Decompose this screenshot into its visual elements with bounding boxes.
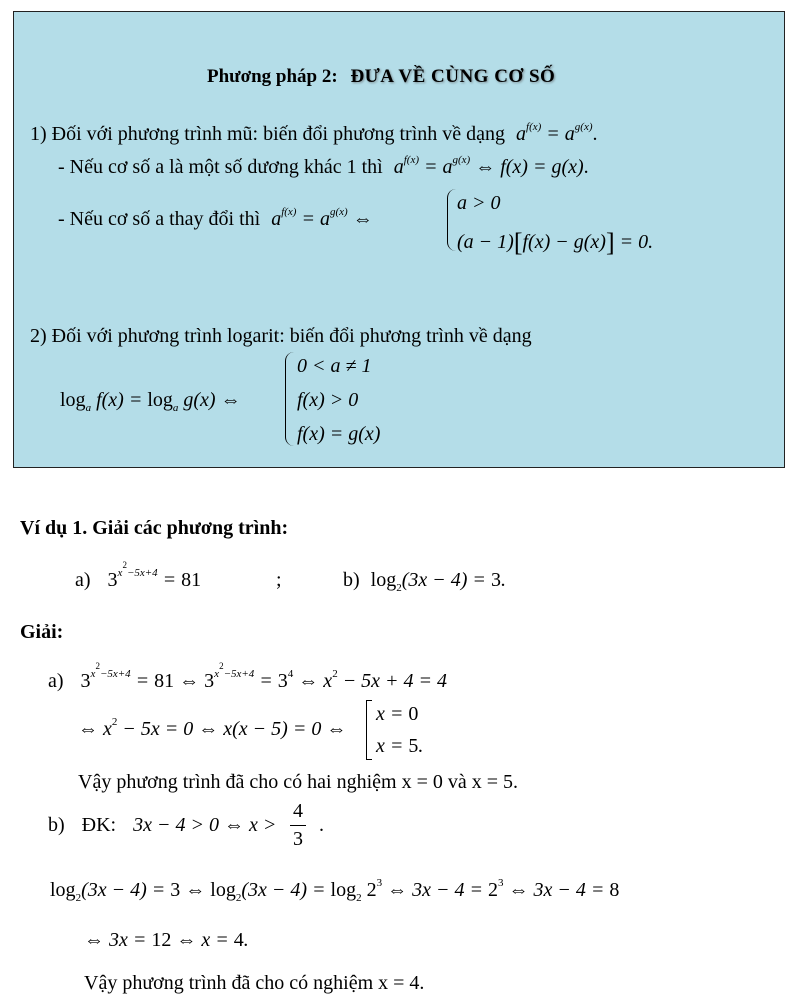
item1-line: 1) Đối với phương trình mũ: biến đổi phương trình về dạng $a^{f(x)} = a^{g(x)}$.	[30, 121, 598, 145]
example-part-b	[343, 569, 506, 594]
method-title	[207, 67, 555, 86]
item1-case2-formula: $a^{f(x)} = a^{g(x)}$ ⇔	[271, 206, 373, 230]
system-line-2: (a − 1)[f(x) − g(x)] = 0.	[457, 228, 654, 257]
fraction-bar	[290, 825, 306, 826]
system-line-3: f(x) = g(x)	[297, 423, 381, 445]
solution-b-line3: ⇔ 3x = 12 ⇔ x = 4.	[84, 929, 249, 951]
example-separator: ;	[276, 569, 282, 591]
item2-intro: 2) Đối với phương trình logarit: biến đổi phương trình về dạng	[30, 325, 532, 347]
example-part-a-label: a)	[75, 569, 91, 591]
item1-case2-system	[447, 189, 677, 257]
item1-formula: $a^{f(x)} = a^{g(x)}$	[516, 121, 593, 145]
item2-formula: $\log_a f(x) = \log_a g(x)$ ⇔	[60, 389, 241, 414]
item1-case1-text: - Nếu cơ số a là một số dương khác 1 thì	[58, 156, 383, 178]
solution-a-step1: $3^{x^2-5x+4} = 81$ ⇔ $3^{x^2-5x+4} = 3^4$ ⇔ $x^2 - 5x + 4 = 4$	[80, 661, 448, 692]
system-line-1: a > 0	[457, 192, 501, 214]
item1-intro: 1) Đối với phương trình mũ: biến đổi phương trình về dạng	[30, 123, 506, 145]
solution-b-line1	[48, 815, 276, 835]
solution-b-label: b)	[48, 814, 65, 836]
item1-case1-formula: $a^{f(x)} = a^{g(x)}$ ⇔ f(x) = g(x)	[393, 154, 584, 178]
fraction-denominator: 3	[293, 828, 303, 850]
fraction-4-3	[290, 800, 306, 851]
left-bracket	[366, 700, 372, 760]
method-title-prefix: Phương pháp 2:	[207, 66, 338, 87]
example-part-a-formula: $3^{x^2-5x+4} = 81$	[107, 560, 202, 591]
system-line-1: 0 < a ≠ 1	[297, 355, 372, 377]
solution-a-conclusion: Vậy phương trình đã cho có hai nghiệm x = 0 và x = 5.	[78, 771, 518, 793]
item1-case2-text: - Nếu cơ số a thay đổi thì	[58, 208, 261, 230]
case-x5: x = 5.	[376, 735, 424, 757]
solution-b-condition-label: ĐK:	[81, 814, 117, 836]
case-x0: x = 0	[376, 703, 419, 725]
left-brace	[285, 352, 294, 446]
example-part-b-label: b)	[343, 569, 360, 591]
solution-a-label: a)	[48, 670, 64, 692]
fraction-numerator: 4	[293, 800, 303, 822]
item2-system	[285, 352, 425, 448]
solution-b-condition: 3x − 4 > 0 ⇔ x >	[133, 814, 277, 836]
example-heading: Ví dụ 1. Giải các phương trình:	[20, 517, 289, 539]
item1-case1: - Nếu cơ số a là một số dương khác 1 thì $a^{f(x)} = a^{g(x)}$ ⇔ f(x) = g(x).	[58, 154, 589, 178]
example-part-a	[75, 560, 202, 591]
method-title-highlight: ĐƯA VỀ CÙNG CƠ SỐ	[350, 66, 556, 87]
solution-a-line2: ⇔ $x^2 - 5x = 0$ ⇔ x(x − 5) = 0 ⇔	[78, 716, 347, 740]
item1-case2	[58, 206, 373, 230]
solution-a-cases	[366, 700, 446, 762]
solution-b-conclusion: Vậy phương trình đã cho có nghiệm x = 4.	[84, 972, 425, 994]
left-brace	[447, 189, 456, 251]
solution-a-line1	[48, 661, 448, 692]
solution-heading: Giải:	[20, 621, 64, 643]
example-part-b-formula: $\log_2(3x - 4) = 3$.	[370, 569, 506, 594]
solution-b-line2: $\log_2(3x - 4) = 3$ ⇔ $\log_2(3x - 4) = \log_2 2^3$ ⇔ $3x - 4 = 2^3$ ⇔ 3x − 4 = 8	[50, 877, 620, 904]
solution-b-period: .	[319, 814, 324, 836]
system-line-2: f(x) > 0	[297, 389, 359, 411]
